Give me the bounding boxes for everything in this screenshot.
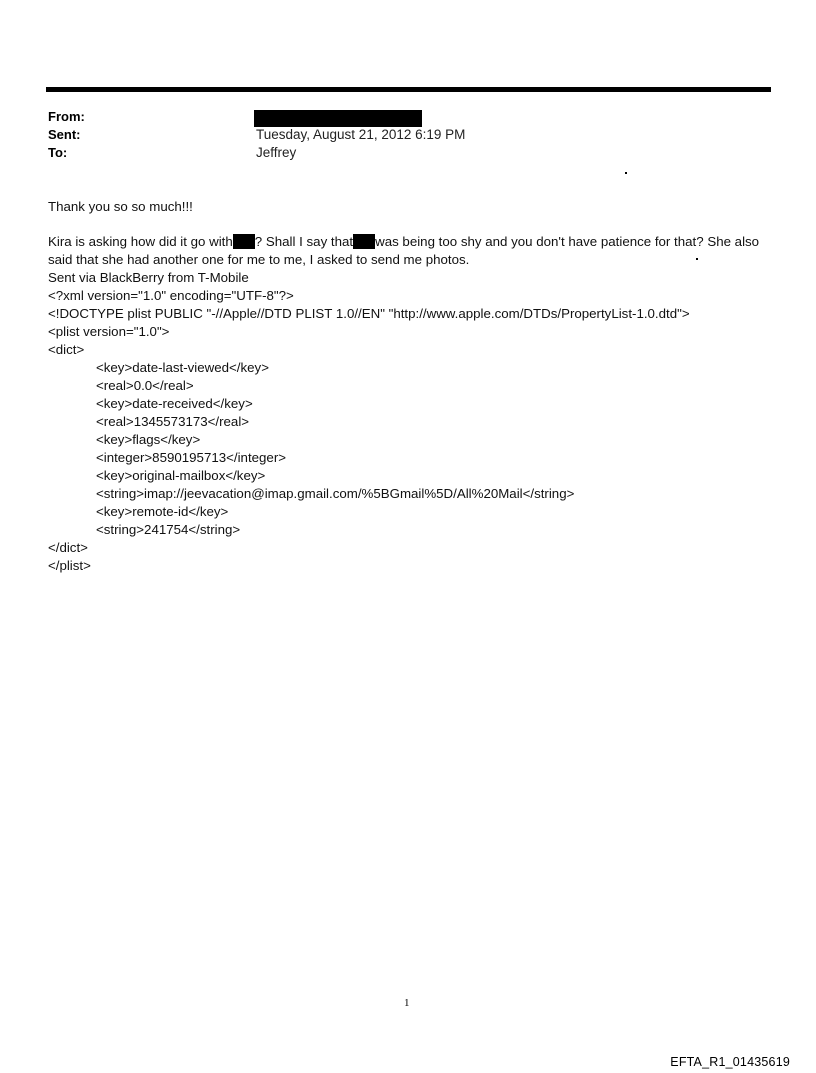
xml-line: <integer>8590195713</integer> <box>96 450 287 465</box>
stray-mark <box>625 172 627 174</box>
to-label: To: <box>48 145 68 160</box>
xml-line: <plist version="1.0"> <box>48 324 170 339</box>
name-redaction <box>353 234 375 249</box>
xml-line: <key>remote-id</key> <box>96 504 229 519</box>
header-rule <box>46 87 771 92</box>
from-label: From: <box>48 109 85 124</box>
body-line-1: Thank you so so much!!! <box>48 199 193 214</box>
xml-line: <key>date-received</key> <box>96 396 253 411</box>
xml-line: </dict> <box>48 540 88 555</box>
xml-line: <dict> <box>48 342 85 357</box>
xml-line: <!DOCTYPE plist PUBLIC "-//Apple//DTD PLIST 1.0//EN" "http://www.apple.com/DTDs/PropertyList-1.0.dtd"> <box>48 306 690 321</box>
from-redaction <box>254 110 422 127</box>
xml-line: <key>flags</key> <box>96 432 201 447</box>
xml-line: <string>241754</string> <box>96 522 241 537</box>
xml-line: <real>1345573173</real> <box>96 414 250 429</box>
xml-line: <string>imap://jeevacation@imap.gmail.com/%5BGmail%5D/All%20Mail</string> <box>96 486 575 501</box>
xml-line: <key>date-last-viewed</key> <box>96 360 269 375</box>
xml-line: <?xml version="1.0" encoding="UTF-8"?> <box>48 288 294 303</box>
page-number: 1 <box>404 997 410 1009</box>
xml-line: <real>0.0</real> <box>96 378 194 393</box>
name-redaction <box>233 234 255 249</box>
body-line-2-part-a: Kira is asking how did it go with <box>48 234 233 249</box>
to-value: Jeffrey <box>256 145 297 160</box>
body-line-3: said that she had another one for me to me, I asked to send me photos. <box>48 252 470 267</box>
sent-label: Sent: <box>48 127 81 142</box>
xml-line: <key>original-mailbox</key> <box>96 468 266 483</box>
document-id: EFTA_R1_01435619 <box>670 1055 790 1069</box>
body-line-2-part-c: was being too shy and you don't have patience for that? She also <box>375 234 760 249</box>
stray-mark <box>696 258 698 260</box>
body-line-2-part-b: ? Shall I say that <box>254 234 354 249</box>
sent-value: Tuesday, August 21, 2012 6:19 PM <box>256 127 466 142</box>
xml-line: </plist> <box>48 558 91 573</box>
body-line-2 <box>48 233 759 251</box>
body-line-4: Sent via BlackBerry from T-Mobile <box>48 270 249 285</box>
